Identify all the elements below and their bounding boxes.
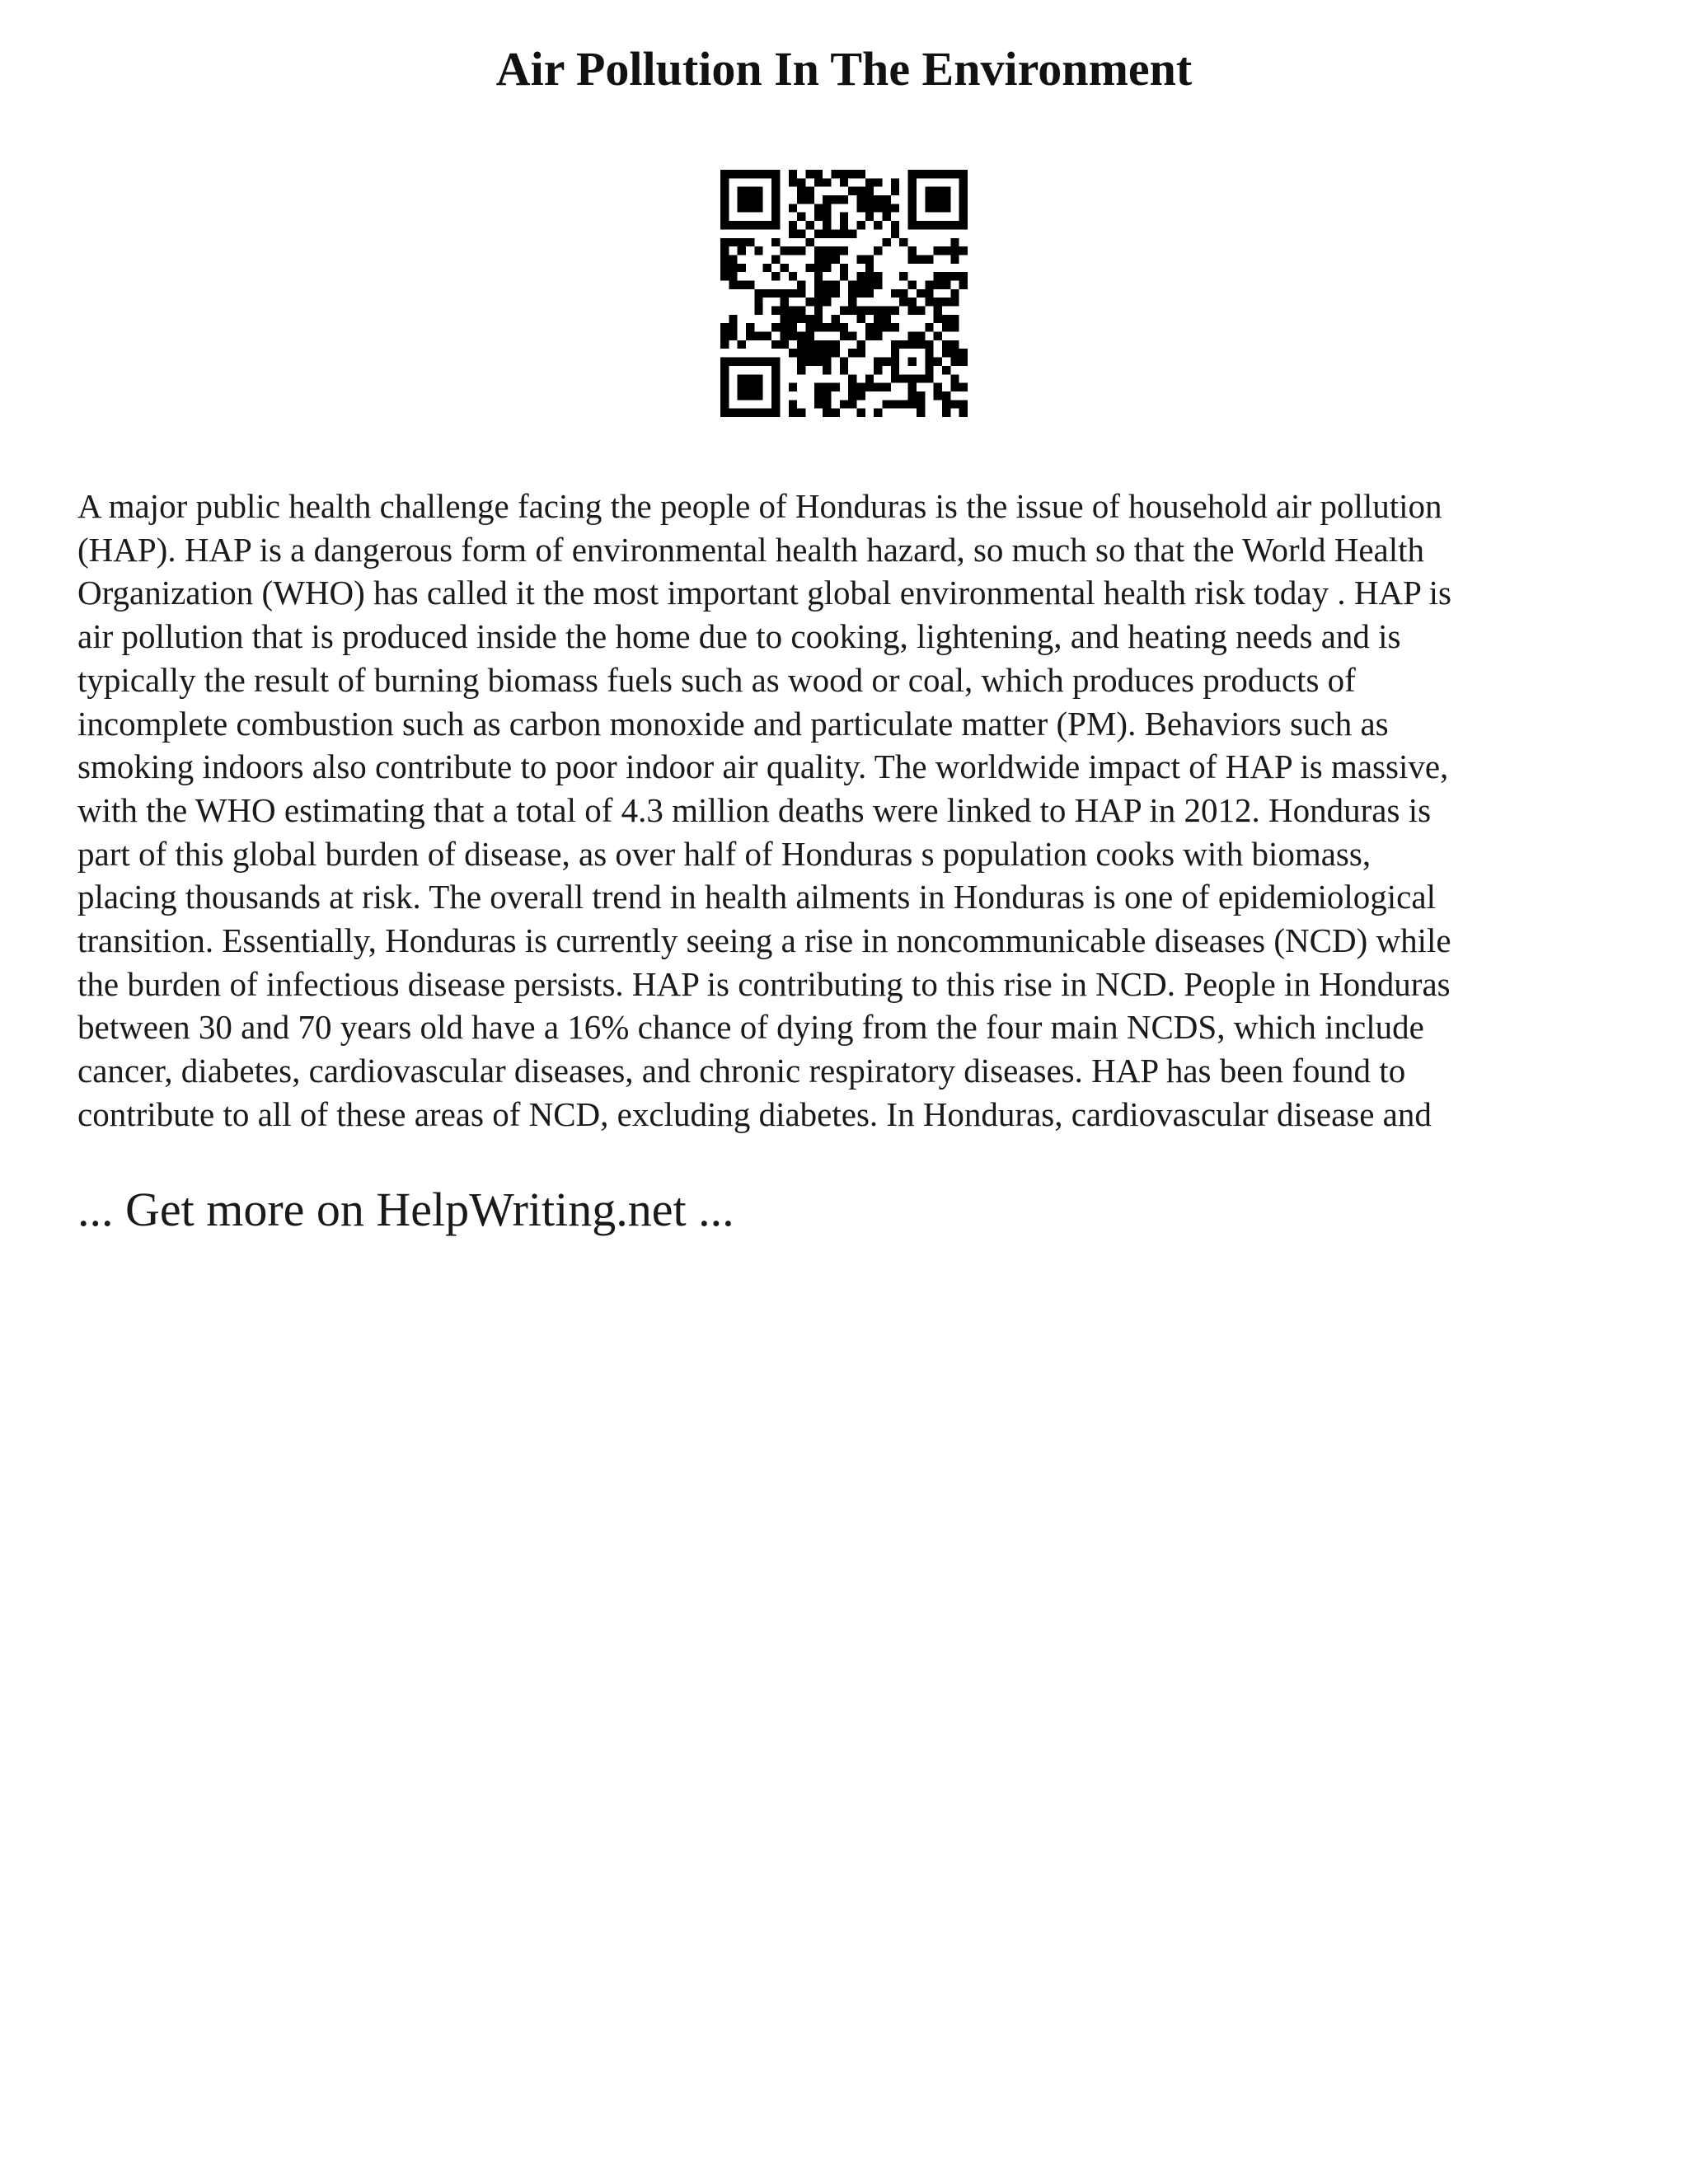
qr-code-icon — [720, 170, 968, 417]
page-title: Air Pollution In The Environment — [495, 42, 1193, 96]
body-paragraph: A major public health challenge facing the people of Honduras is the issue of household air pollution (HAP). HAP is a dangerous form of environmental health hazard, so much so that the World Health Organization (WHO) has called it the most important global environmental health risk today . HAP is air pollution that is produced inside the home due to cooking, lightening, and heating needs and is typically the result of burning biomass fuels such as wood or coal, which produces products of incomplete combustion such as carbon monoxide and particulate matter (PM). Behaviors such as smoking indoors also contribute to poor indoor air quality. The worldwide impact of HAP is massive, with the WHO estimating that a total of 4.3 million deaths were linked to HAP in 2012. Honduras is part of this global burden of disease, as over half of Honduras s population cooks with biomass, placing thousands at risk. The overall trend in health ailments in Honduras is one of epidemiological transition. Essentially, Honduras is currently seeing a rise in noncommunicable diseases (NCD) while the burden of infectious disease persists. HAP is contributing to this rise in NCD. People in Honduras between 30 and 70 years old have a 16% chance of dying from the four main NCDS, which include cancer, diabetes, cardiovascular diseases, and chronic respiratory diseases. HAP has been found to contribute to all of these areas of NCD, excluding diabetes. In Honduras, cardiovascular disease and — [77, 487, 1451, 1133]
get-more-link[interactable]: ... Get more on HelpWriting.net ... — [77, 1183, 734, 1236]
